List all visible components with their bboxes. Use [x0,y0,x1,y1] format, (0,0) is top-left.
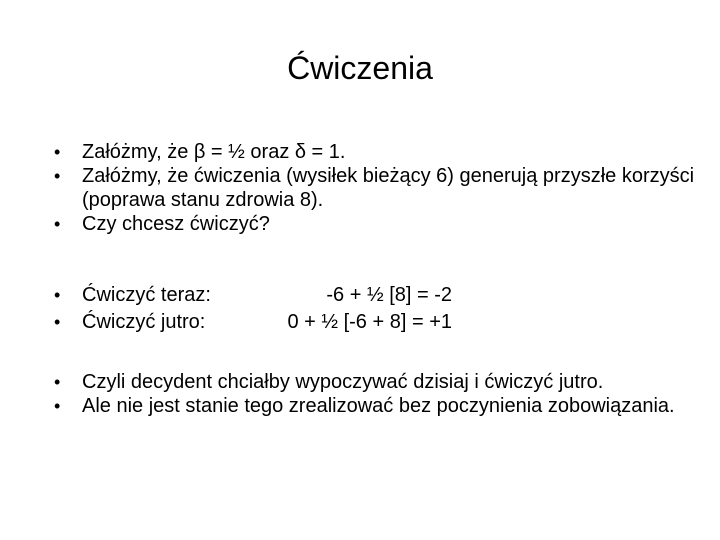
list-item [54,140,704,164]
assumptions-list [54,140,704,236]
list-item-text: Załóżmy, że ćwiczenia (wysiłek bieżący 6) generują przyszłe korzyści (poprawa stanu zdrowia 8). [82,165,695,211]
list-item [54,164,704,212]
calculation-row [82,309,654,336]
bullet-icon: • [54,312,61,332]
bullet-icon: • [54,166,61,186]
list-item [54,282,654,309]
bullet-icon: • [54,372,61,392]
conclusion-list [54,370,704,418]
calculation-list [54,282,654,336]
calculation-expression: 0 + ½ [-6 + 8] = +1 [287,311,452,333]
calculation-label: Ćwiczyć teraz: [82,284,211,306]
bullet-icon: • [54,285,61,305]
bullet-icon: • [54,214,61,234]
list-item [54,394,704,418]
list-item-text: Załóżmy, że β = ½ oraz δ = 1. [82,141,346,163]
list-item-text: Czy chcesz ćwiczyć? [82,213,270,235]
calculation-row [82,282,654,309]
bullet-icon: • [54,396,61,416]
list-item [54,212,704,236]
slide-title: Ćwiczenia [287,50,433,86]
bullet-icon: • [54,142,61,162]
list-item [54,370,704,394]
calculation-expression: -6 + ½ [8] = -2 [326,284,452,306]
list-item [54,309,654,336]
calculation-label: Ćwiczyć jutro: [82,311,206,333]
list-item-text: Ale nie jest stanie tego zrealizować bez poczynienia zobowiązania. [82,395,675,417]
list-item-text: Czyli decydent chciałby wypoczywać dzisiaj i ćwiczyć jutro. [82,371,604,393]
